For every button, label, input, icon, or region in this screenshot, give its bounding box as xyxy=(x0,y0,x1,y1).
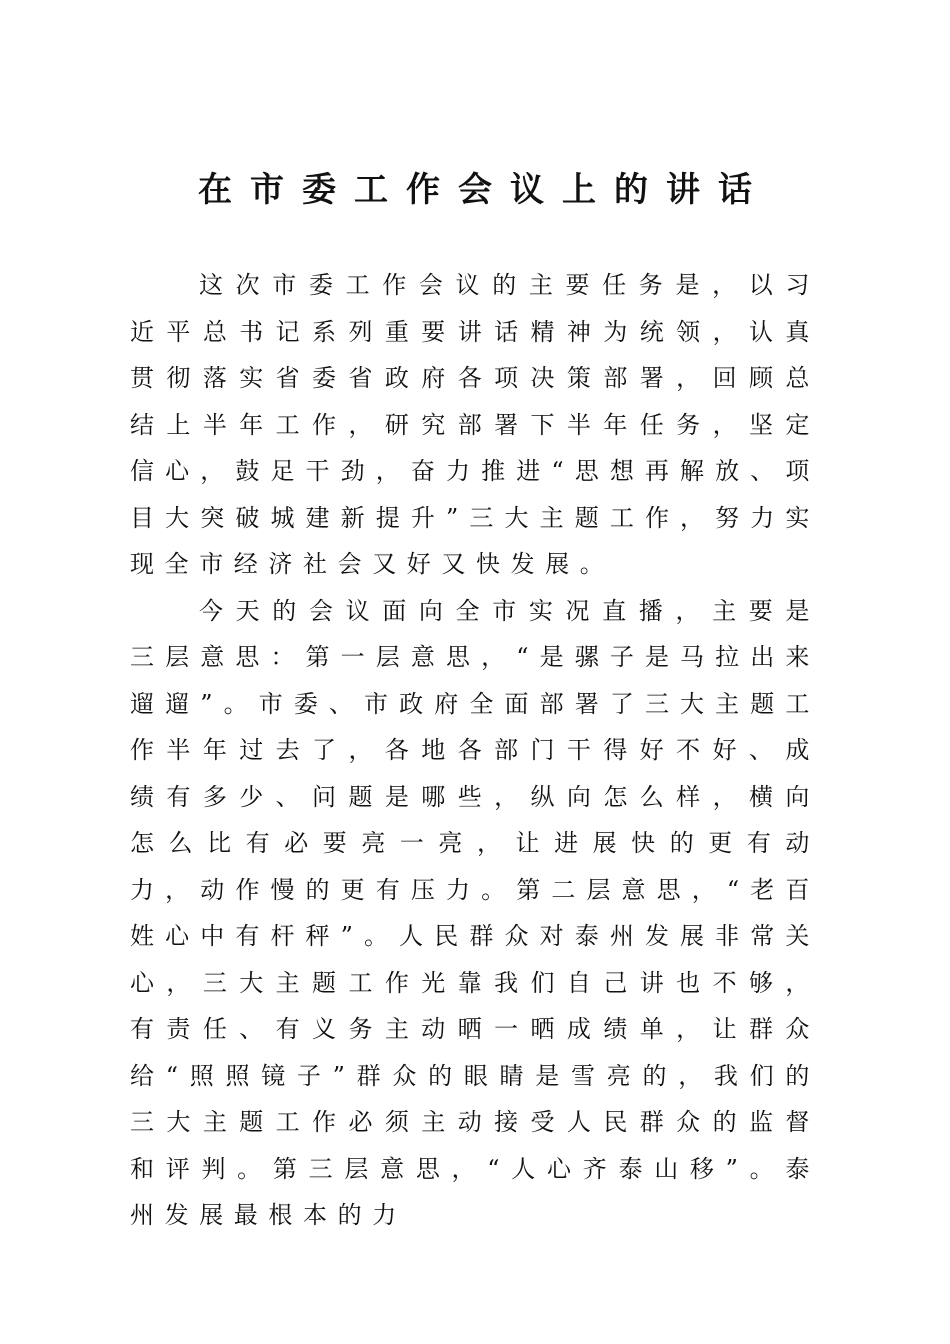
document-body xyxy=(130,262,820,1239)
paragraph-1: 这次市委工作会议的主要任务是，以习近平总书记系列重要讲话精神为统领，认真贯彻落实省委省政府各项决策部署，回顾总结上半年工作，研究部署下半年任务，坚定信心，鼓足干劲，奋力推进“思想再解放、项目大突破城建新提升”三大主题工作，努力实现全市经济社会又好又快发展。 xyxy=(130,271,820,578)
document-title: 在市委工作会议上的讲话 xyxy=(198,170,770,210)
paragraph-2: 今天的会议面向全市实况直播，主要是三层意思：第一层意思，“是骡子是马拉出来遛遛”。市委、市政府全面部署了三大主题工作半年过去了，各地各部门干得好不好、成绩有多少、问题是哪些，纵向怎么样，横向怎么比有必要亮一亮，让进展快的更有动力，动作慢的更有压力。第二层意思，“老百姓心中有杆秤”。人民群众对泰州发展非常关心，三大主题工作光靠我们自己讲也不够，有责任、有义务主动晒一晒成绩单，让群众给“照照镜子”群众的眼睛是雪亮的，我们的三大主题工作必须主动接受人民群众的监督和评判。第三层意思，“人心齐泰山移”。泰州发展最根本的力 xyxy=(130,596,820,1229)
